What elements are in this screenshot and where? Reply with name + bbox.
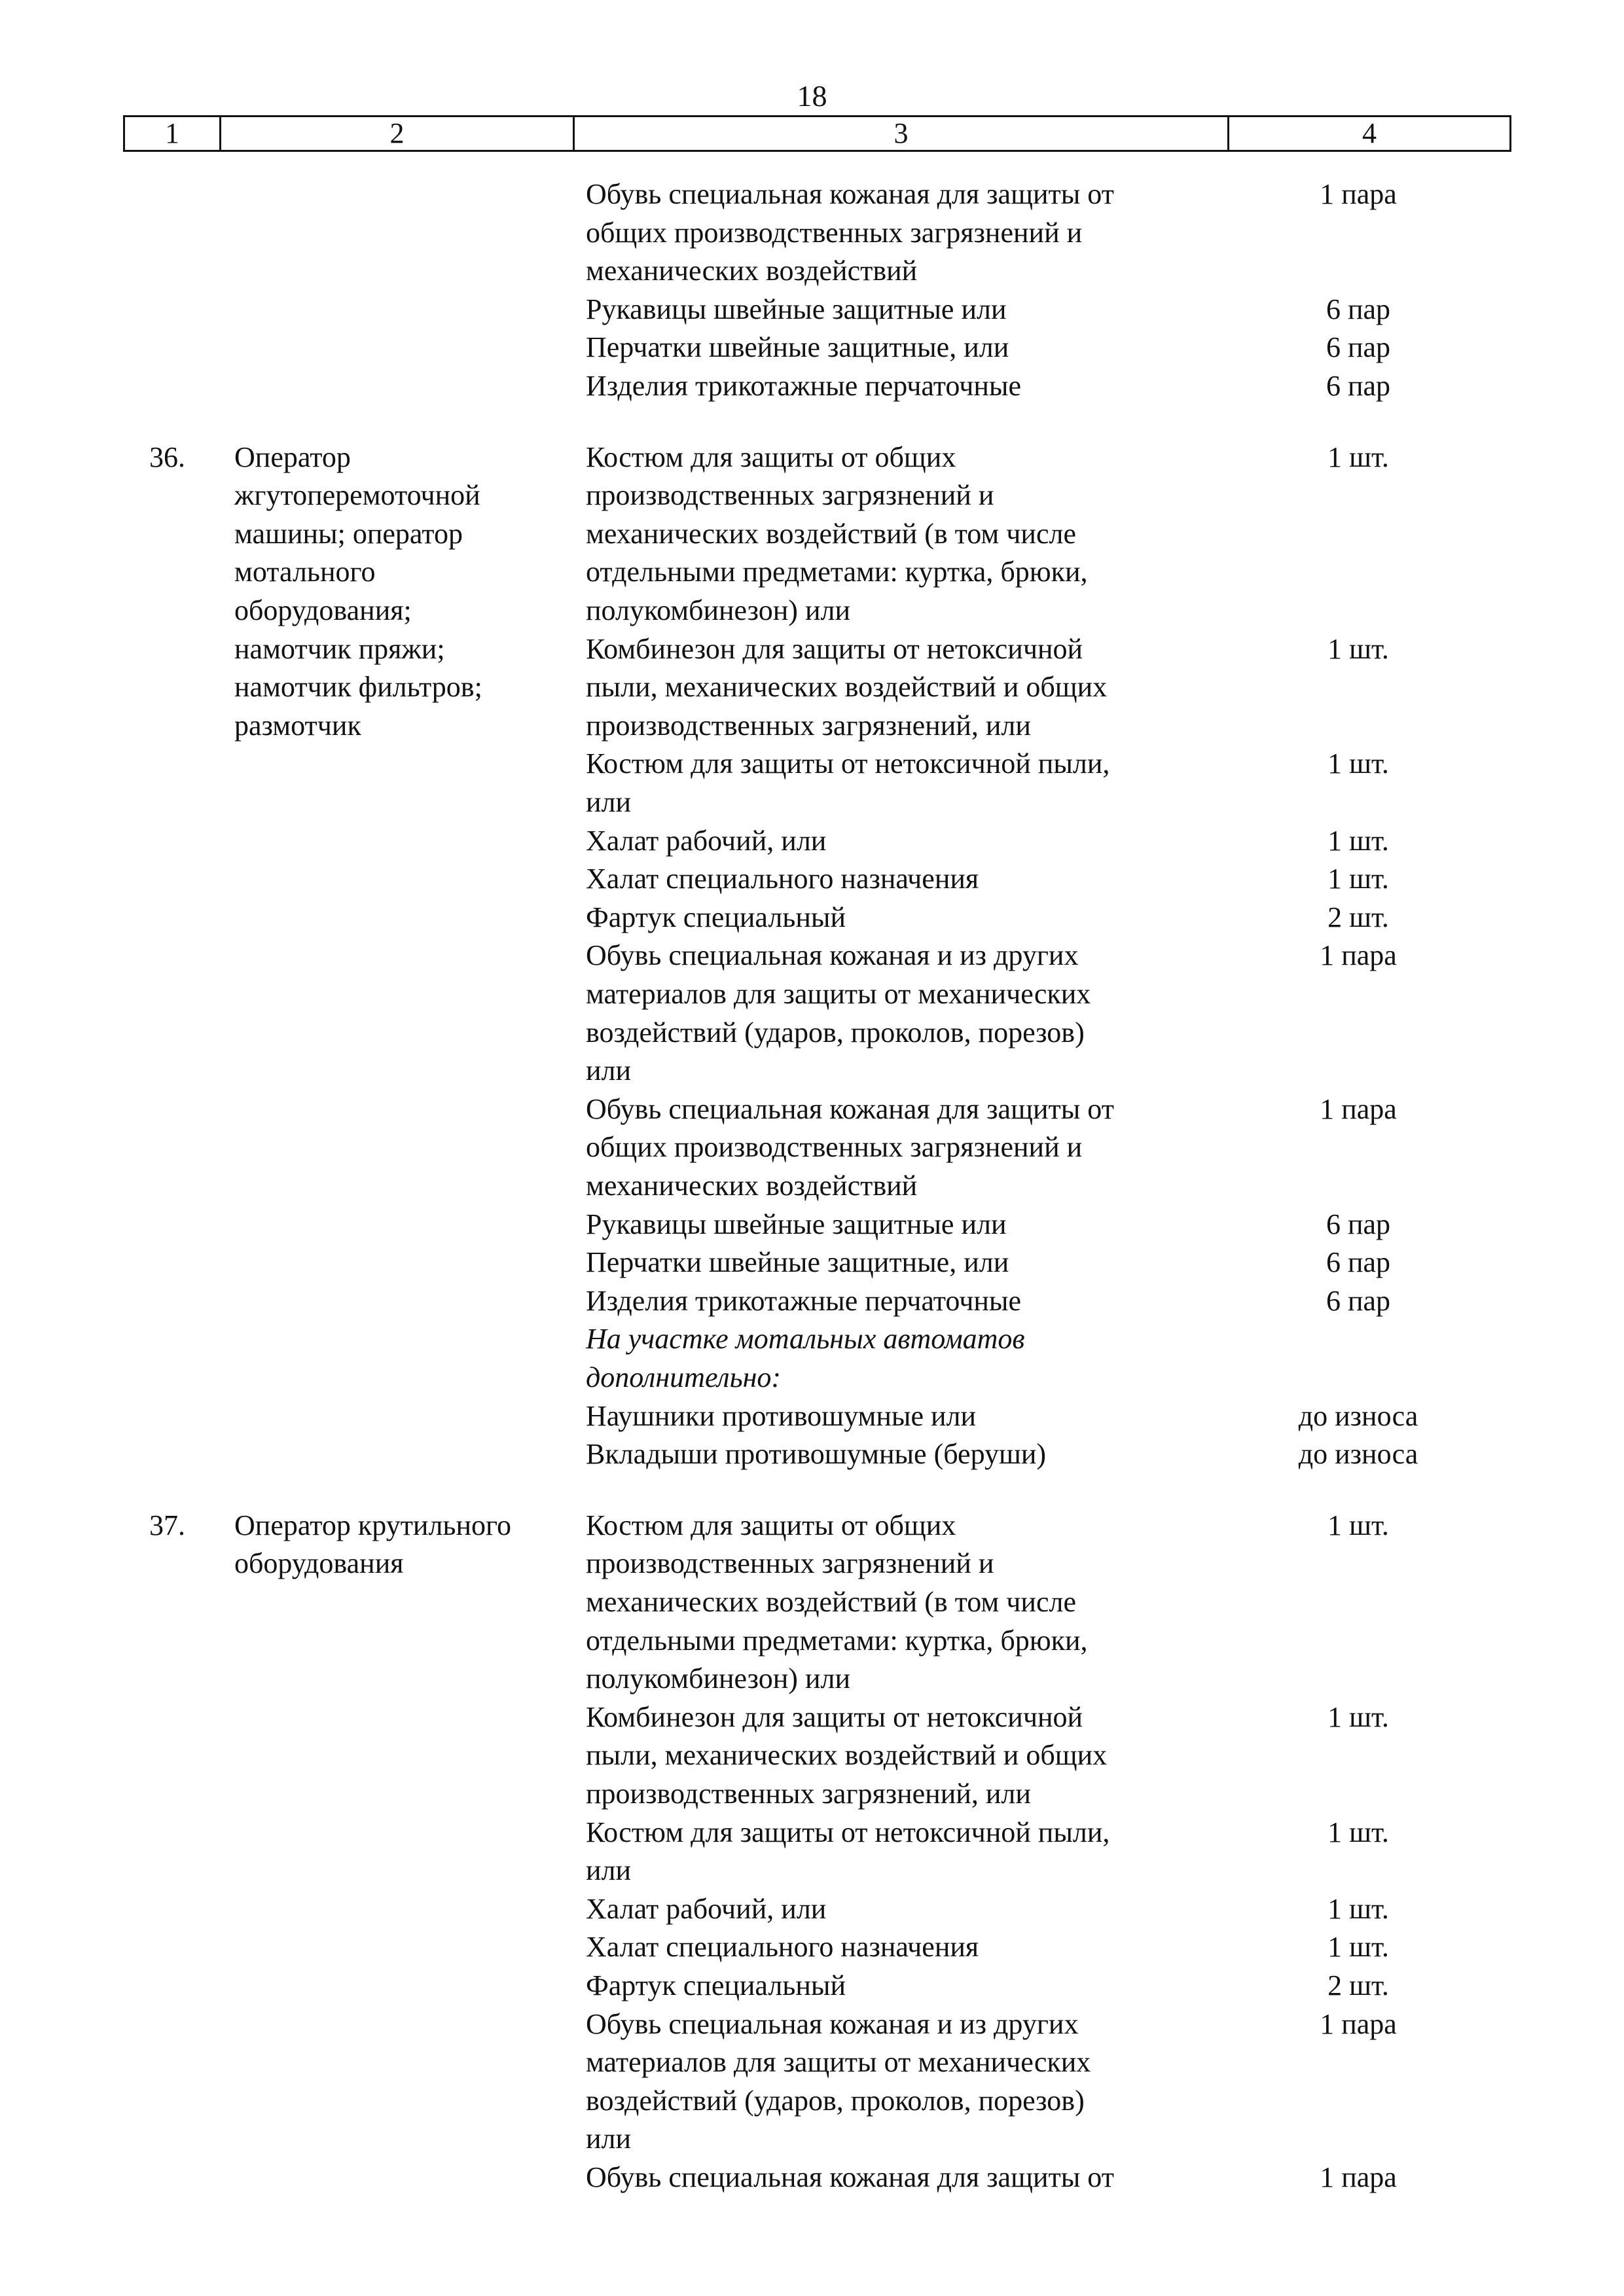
entry-0-profession-line: машины; оператор [234,518,463,550]
entry-1-item-0-line: полукомбинезон) или [586,1662,850,1695]
continuation-item-0-line: общих производственных загрязнений и [586,217,1083,249]
entry-0-item-11-line: На участке мотальных автоматов [586,1323,1025,1355]
entry-1-profession-line: Оператор крутильного [234,1509,511,1541]
entry-0-item-0-line: полукомбинезон) или [586,594,850,626]
entry-0-item-6-line: Обувь специальная кожаная и из других [586,939,1079,971]
entry-0-item-12-quantity: до износа [1298,1400,1418,1432]
entry-0-profession-line: Оператор [234,441,351,473]
column-header-4: 4 [1362,117,1377,149]
entry-1-profession-line: оборудования [234,1547,404,1579]
entry-0-item-3-line: Халат рабочий, или [586,825,827,857]
column-header-2: 2 [221,117,575,150]
entry-1-item-0-line: Костюм для защиты от общих [586,1509,956,1541]
entry-0-item-7-line: механических воздействий [586,1170,918,1202]
continuation-item-0-line: механических воздействий [586,255,918,287]
entry-1-item-1-line: производственных загрязнений, или [586,1778,1031,1810]
continuation-item-1-line: Рукавицы швейные защитные или [586,293,1007,325]
entry-1-item-4-quantity: 1 шт. [1327,1931,1389,1963]
entry-1-item-2-line: Костюм для защиты от нетоксичной пыли, [586,1816,1110,1848]
entry-1-item-2-line: или [586,1854,632,1886]
entry-0-item-1-line: пыли, механических воздействий и общих [586,671,1108,703]
entry-1-item-6-line: воздействий (ударов, проколов, порезов) [586,2085,1085,2117]
entry-1-item-6-quantity: 1 пара [1320,2008,1397,2040]
entry-1-item-0-quantity: 1 шт. [1327,1509,1389,1541]
entry-0-item-4-line: Халат специального назначения [586,863,979,895]
entry-0-item-6-line: воздействий (ударов, проколов, порезов) [586,1016,1085,1049]
column-header-row [123,115,1511,152]
entry-0-item-7-quantity: 1 пара [1320,1093,1397,1125]
column-header-1: 1 [125,117,221,150]
entry-1-item-6-line: материалов для защиты от механических [586,2046,1091,2078]
continuation-item-0-line: Обувь специальная кожаная для защиты от [586,178,1114,210]
entry-0-item-1-quantity: 1 шт. [1327,633,1389,665]
entry-0-item-0-line: механических воздействий (в том числе [586,518,1076,550]
entry-0-item-0-quantity: 1 шт. [1327,441,1389,473]
entry-1-item-4-line: Халат специального назначения [586,1931,979,1963]
entry-1-item-5-quantity: 2 шт. [1327,1969,1389,2001]
entry-1-number: 37. [149,1509,185,1541]
entry-1-item-0-line: отдельными предметами: куртка, брюки, [586,1624,1088,1657]
entry-0-item-7-line: Обувь специальная кожаная для защиты от [586,1093,1114,1125]
entry-0-item-6-quantity: 1 пара [1320,939,1397,971]
entry-0-item-13-quantity: до износа [1298,1438,1418,1470]
continuation-item-2-quantity: 6 пар [1326,331,1391,363]
entry-0-item-2-line: Костюм для защиты от нетоксичной пыли, [586,747,1110,780]
entry-0-item-5-quantity: 2 шт. [1327,901,1389,933]
entry-0-item-2-quantity: 1 шт. [1327,747,1389,780]
entry-1-item-3-line: Халат рабочий, или [586,1893,827,1925]
entry-1-item-0-line: производственных загрязнений и [586,1547,994,1579]
continuation-item-3-quantity: 6 пар [1326,370,1391,402]
entry-0-item-12-line: Наушники противошумные или [586,1400,977,1432]
entry-0-item-4-quantity: 1 шт. [1327,863,1389,895]
entry-0-profession-line: размотчик [234,709,361,742]
entry-1-item-0-line: механических воздействий (в том числе [586,1586,1076,1618]
continuation-item-1-quantity: 6 пар [1326,293,1391,325]
entry-0-profession-line: мотального [234,556,376,588]
entry-0-item-0-line: производственных загрязнений и [586,479,994,511]
entry-1-item-2-quantity: 1 шт. [1327,1816,1389,1848]
continuation-item-2-line: Перчатки швейные защитные, или [586,331,1009,363]
entry-0-item-13-line: Вкладыши противошумные (беруши) [586,1438,1047,1470]
entry-0-item-1-line: производственных загрязнений, или [586,709,1031,742]
entry-0-item-9-quantity: 6 пар [1326,1246,1391,1278]
entry-0-item-8-quantity: 6 пар [1326,1208,1391,1240]
entry-0-profession-line: намотчик фильтров; [234,671,482,703]
entry-0-item-6-line: материалов для защиты от механических [586,978,1091,1010]
entry-0-item-10-line: Изделия трикотажные перчаточные [586,1285,1022,1317]
entry-0-item-6-line: или [586,1054,632,1086]
entry-0-number: 36. [149,441,185,473]
entry-1-item-7-line: Обувь специальная кожаная для защиты от [586,2161,1114,2193]
entry-1-item-3-quantity: 1 шт. [1327,1893,1389,1925]
entry-1-item-6-line: Обувь специальная кожаная и из других [586,2008,1079,2040]
entry-0-item-3-quantity: 1 шт. [1327,825,1389,857]
continuation-item-3-line: Изделия трикотажные перчаточные [586,370,1022,402]
column-header-3: 3 [575,117,1229,150]
entry-0-item-1-line: Комбинезон для защиты от нетоксичной [586,633,1083,665]
page-number: 18 [797,79,827,113]
entry-0-item-8-line: Рукавицы швейные защитные или [586,1208,1007,1240]
entry-1-item-1-line: Комбинезон для защиты от нетоксичной [586,1701,1083,1733]
entry-0-item-0-line: Костюм для защиты от общих [586,441,956,473]
entry-0-item-11-line: дополнительно: [586,1361,782,1393]
entry-1-item-6-line: или [586,2123,632,2155]
entry-0-profession-line: жгутоперемоточной [234,479,480,511]
entry-0-item-10-quantity: 6 пар [1326,1285,1391,1317]
entry-0-profession-line: оборудования; [234,594,412,626]
entry-0-item-2-line: или [586,786,632,818]
continuation-item-0-quantity: 1 пара [1320,178,1397,210]
entry-1-item-1-quantity: 1 шт. [1327,1701,1389,1733]
entry-1-item-5-line: Фартук специальный [586,1969,846,2001]
entry-1-item-7-quantity: 1 пара [1320,2161,1397,2193]
entry-0-item-5-line: Фартук специальный [586,901,846,933]
entry-0-item-9-line: Перчатки швейные защитные, или [586,1246,1009,1278]
entry-0-item-7-line: общих производственных загрязнений и [586,1131,1083,1163]
entry-0-profession-line: намотчик пряжи; [234,633,445,665]
entry-1-item-1-line: пыли, механических воздействий и общих [586,1739,1108,1771]
entry-0-item-0-line: отдельными предметами: куртка, брюки, [586,556,1088,588]
